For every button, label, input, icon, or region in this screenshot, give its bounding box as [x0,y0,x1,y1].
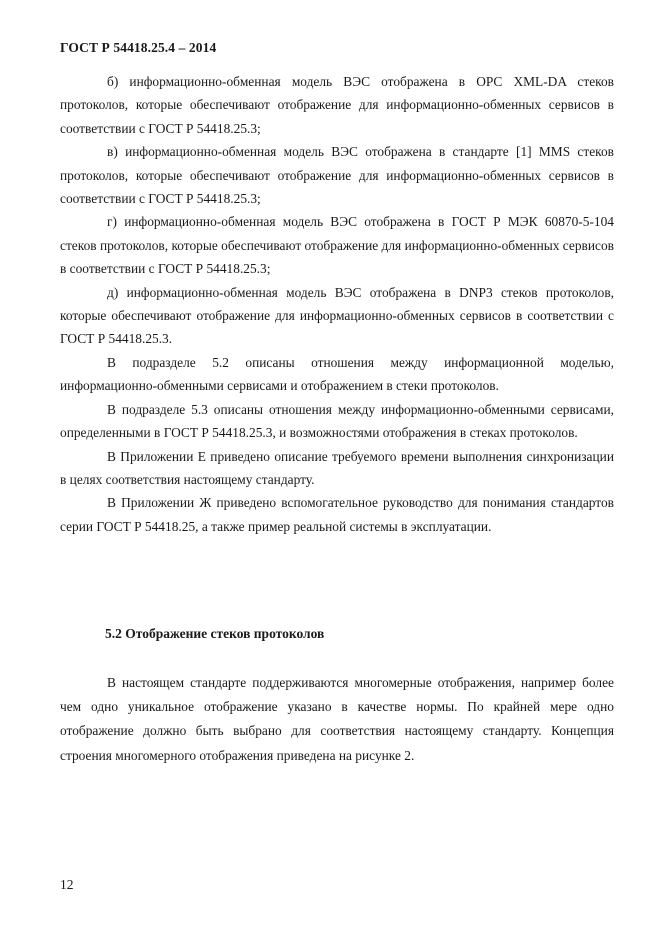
page-number: 12 [60,877,74,892]
list-item-g: г) информационно-обменная модель ВЭС отображена в ГОСТ Р МЭК 60870-5-104 стеков протоколов, которые обеспечивают отображение для информационно-обменных сервисов в соответствии с ГОСТ Р 54418.25.3; [60,214,614,277]
paragraph-subsection-5-3: В подразделе 5.3 описаны отношения между информационно-обменными сервисами, определенными в ГОСТ Р 54418.25.3, и возможностями отображения в стеках протоколов. [60,401,614,441]
section-body [60,671,614,768]
section-title: 5.2 Отображение стеков протоколов [105,626,325,641]
list-item-b: б) информационно-обменная модель ВЭС отображена в OPC XML-DA стеков протоколов, которые обеспечивают отображение для информационно-обменных сервисов в соответствии с ГОСТ Р 54418.25.3; [60,74,614,136]
list-item-v: в) информационно-обменная модель ВЭС отображена в стандарте [1] MMS стеков протоколов, которые обеспечивают отображение для информационно-обменных сервисов в соответствии с ГОСТ Р 54418.25.3; [60,144,614,207]
list-item-d: д) информационно-обменная модель ВЭС отображена в DNP3 стеков протоколов, которые обеспечивают отображение для информационно-обменных сервисов в соответствии с ГОСТ Р 54418.25.3. [60,284,614,347]
paragraph-subsection-5-2: В подразделе 5.2 описаны отношения между информационной моделью, информационно-обменными сервисами и отображением в стеки протоколов. [60,354,614,394]
paragraph-annex-e: В Приложении Е приведено описание требуемого времени выполнения синхронизации в целях соответствия настоящему стандарту. [60,448,614,487]
document-code-header: ГОСТ Р 54418.25.4 – 2014 [60,40,217,55]
body-text [60,70,614,538]
paragraph-annex-zh: В Приложении Ж приведено вспомогательное руководство для понимания стандартов серии ГОСТ Р 54418.25, а также пример реальной системы в эксплуатации. [60,495,614,534]
section-paragraph: В настоящем стандарте поддерживаются многомерные отображения, например более чем одно уникальное отображение указано в качестве нормы. По крайней мере одно отображение должно быть выбрано для соответствия настоящему стандарту. Концепция строения многомерного отображения приведена на рисунке 2. [60,675,614,763]
